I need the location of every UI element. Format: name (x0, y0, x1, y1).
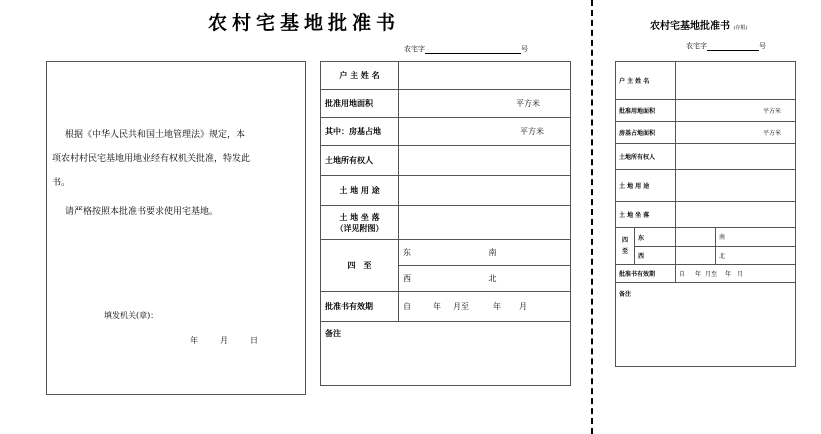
table-row (616, 228, 796, 247)
date-month-label: 月 (220, 336, 228, 345)
table-row (321, 118, 571, 146)
statement-line-2: 项农村村民宅基地用地业经有权机关批准，特发此 (52, 154, 251, 164)
house-area-label: 其中：房基占地 (321, 118, 399, 146)
cut-line (591, 0, 593, 434)
owner-name-label: 户 主 姓 名 (321, 62, 399, 90)
table-row (321, 146, 571, 176)
stub-validity-year-2: 年 (725, 271, 732, 278)
land-use-label: 土 地 用 途 (321, 176, 399, 206)
stub-validity-month-to: 月至 (705, 271, 718, 278)
issuer-label: 填发机关(章)： (104, 311, 159, 320)
table-row (321, 206, 571, 240)
stub-subtitle: (存根) (733, 25, 748, 31)
stub-number-suffix: 号 (759, 42, 766, 50)
boundaries-label: 四 至 (321, 240, 399, 292)
stub-land-use-label: 土 地 用 途 (616, 170, 676, 202)
land-owner-value (399, 146, 571, 176)
stub-house-area-unit: 平方米 (676, 122, 796, 144)
table-row (321, 176, 571, 206)
stub-house-area-label: 房基占地面积 (616, 122, 676, 144)
table-row (616, 283, 796, 367)
land-location-line-1: 土 地 坐 落 (339, 211, 380, 222)
certificate-table (320, 61, 571, 386)
table-row (616, 62, 796, 100)
table-row (616, 170, 796, 202)
stub-title-text: 农村宅基地批准书 (650, 21, 730, 32)
stub-owner-name-label: 户 主 姓 名 (616, 62, 676, 100)
stub-number-blank (707, 42, 759, 51)
table-row (321, 292, 571, 322)
land-location-value (399, 206, 571, 240)
stub-boundary-west: 西 (638, 253, 645, 260)
land-use-value (399, 176, 571, 206)
table-row (321, 322, 571, 386)
stub-approved-area-label: 批准用地面积 (616, 100, 676, 122)
boundary-south: 南 (485, 240, 571, 266)
validity-value (399, 292, 571, 322)
certificate-text-panel (46, 61, 306, 395)
issue-date (190, 335, 258, 346)
stub-title (650, 17, 747, 32)
stub-validity-year: 年 (695, 271, 702, 278)
stub-table (615, 61, 796, 367)
boundary-west: 西 (399, 266, 485, 292)
land-owner-label: 土地所有权人 (321, 146, 399, 176)
stub-boundaries-label-1: 四 (621, 237, 628, 244)
table-row (321, 62, 571, 90)
table-row (321, 90, 571, 118)
stub-validity-value (676, 265, 796, 283)
date-day-label: 日 (250, 336, 258, 345)
remarks-label: 备注 (321, 322, 571, 386)
statement-line-3: 书。 (52, 178, 71, 188)
table-row (616, 144, 796, 170)
number-prefix: 农宅字 (404, 45, 425, 53)
number-suffix: 号 (521, 45, 528, 53)
validity-year: 年 (433, 302, 441, 311)
stub-boundary-north: 北 (716, 246, 796, 265)
validity-month-to: 月至 (453, 302, 469, 311)
validity-label: 批准书有效期 (321, 292, 399, 322)
stub-owner-name-value (676, 62, 796, 100)
table-row (616, 265, 796, 283)
stub-validity-label: 批准书有效期 (616, 265, 676, 283)
validity-year-2: 年 (493, 302, 501, 311)
certificate-number-line (404, 44, 528, 54)
approved-area-unit: 平方米 (399, 90, 571, 118)
stub-boundaries-label-2: 至 (621, 248, 628, 255)
boundary-north: 北 (485, 266, 571, 292)
stub-number-prefix: 农宅字 (686, 42, 707, 50)
table-row (321, 240, 571, 266)
stub-number-line (686, 41, 766, 51)
number-blank (425, 45, 521, 54)
table-row (616, 202, 796, 228)
land-location-line-2: （详见附图） (335, 222, 384, 233)
stub-validity-month-2: 月 (737, 271, 744, 278)
page-title: 农村宅基地批准书 (208, 12, 401, 34)
owner-name-value (399, 62, 571, 90)
table-row (616, 122, 796, 144)
stub-boundary-east: 东 (635, 228, 675, 247)
stub-remarks-label: 备注 (616, 283, 796, 367)
stub-land-location-label: 土 地 坐 落 (616, 202, 676, 228)
validity-month-2: 月 (519, 302, 527, 311)
stub-land-owner-value (676, 144, 796, 170)
stub-land-location-value (676, 202, 796, 228)
stub-land-owner-label: 土地所有权人 (616, 144, 676, 170)
stub-approved-area-unit: 平方米 (676, 100, 796, 122)
boundary-east: 东 (399, 240, 485, 266)
land-location-label (321, 206, 399, 240)
stub-land-use-value (676, 170, 796, 202)
usage-instruction: 请严格按照本批准书要求使用宅基地。 (65, 207, 219, 217)
stub-validity-from: 自 (679, 271, 686, 278)
stub-boundaries-cell (616, 228, 676, 265)
stub-boundary-east-value (676, 228, 716, 247)
stub-boundary-west-value (676, 246, 716, 265)
approved-area-label: 批准用地面积 (321, 90, 399, 118)
validity-from: 自 (403, 302, 411, 311)
date-year-label: 年 (190, 336, 198, 345)
statement-line-1: 根据《中华人民共和国土地管理法》规定，本 (65, 130, 246, 140)
table-row (616, 100, 796, 122)
house-area-unit: 平方米 (399, 118, 571, 146)
stub-boundary-south: 南 (716, 228, 796, 247)
